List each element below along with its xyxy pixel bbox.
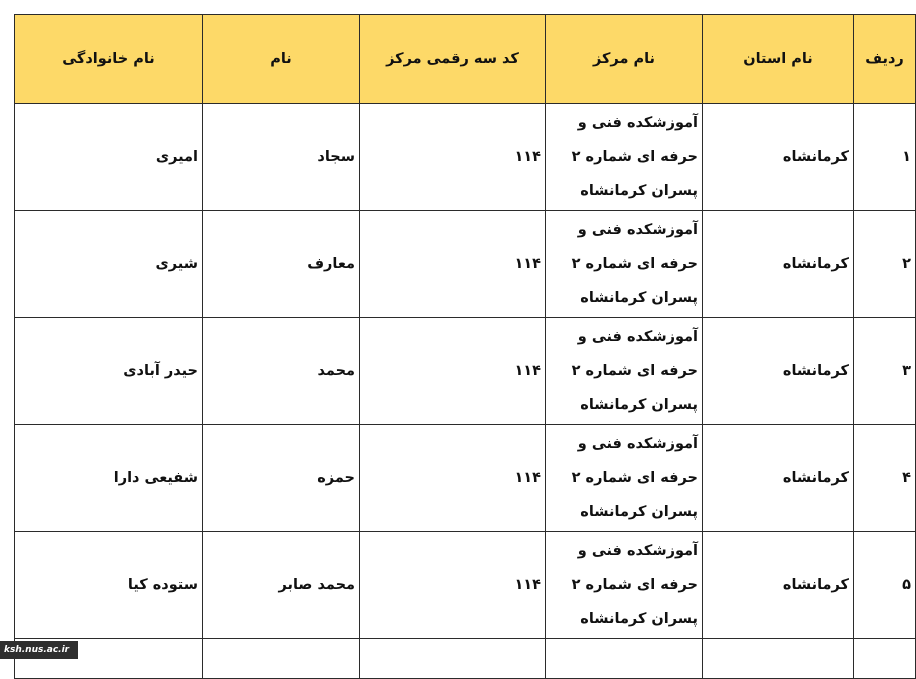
table-row: [15, 425, 916, 532]
cell-first-name: محمد: [203, 318, 360, 425]
cell-first-name: محمد صابر: [203, 532, 360, 639]
cell-center-code: [360, 639, 546, 679]
participants-table: [14, 14, 916, 679]
cell-row-no: ۱: [854, 104, 916, 211]
cell-center-code: ۱۱۴: [360, 318, 546, 425]
cell-last-name: شفیعی دارا: [15, 425, 203, 532]
cell-first-name: حمزه: [203, 425, 360, 532]
table-row: [15, 211, 916, 318]
cell-row-no: ۴: [854, 425, 916, 532]
cell-last-name: حیدر آبادی: [15, 318, 203, 425]
header-center-code: کد سه رقمی مرکز: [360, 15, 546, 104]
cell-last-name: شیری: [15, 211, 203, 318]
table-row-partial: [15, 639, 916, 679]
cell-row-no: ۳: [854, 318, 916, 425]
cell-center-name: آموزشکده فنی و حرفه ای شماره ۲ پسران کرمانشاه: [546, 425, 703, 532]
header-row-no: ردیف: [854, 15, 916, 104]
cell-row-no: ۲: [854, 211, 916, 318]
cell-last-name: امیری: [15, 104, 203, 211]
cell-first-name: معارف: [203, 211, 360, 318]
header-row: [15, 15, 916, 104]
cell-province: کرمانشاه: [703, 532, 854, 639]
cell-center-name: آموزشکده فنی و حرفه ای شماره ۲ پسران کرمانشاه: [546, 104, 703, 211]
table-row: [15, 532, 916, 639]
header-first-name: نام: [203, 15, 360, 104]
cell-first-name: سجاد: [203, 104, 360, 211]
cell-province: [703, 639, 854, 679]
table-row: [15, 104, 916, 211]
cell-center-code: ۱۱۴: [360, 532, 546, 639]
cell-province: کرمانشاه: [703, 425, 854, 532]
cell-first-name: [203, 639, 360, 679]
watermark: ksh.nus.ac.ir: [0, 641, 78, 659]
cell-center-code: ۱۱۴: [360, 211, 546, 318]
cell-province: کرمانشاه: [703, 211, 854, 318]
header-center-name: نام مرکز: [546, 15, 703, 104]
cell-center-name: [546, 639, 703, 679]
table-row: [15, 318, 916, 425]
cell-row-no: [854, 639, 916, 679]
cell-center-code: ۱۱۴: [360, 425, 546, 532]
cell-center-name: آموزشکده فنی و حرفه ای شماره ۲ پسران کرمانشاه: [546, 211, 703, 318]
cell-row-no: ۵: [854, 532, 916, 639]
cell-province: کرمانشاه: [703, 104, 854, 211]
cell-last-name: ستوده کیا: [15, 532, 203, 639]
cell-province: کرمانشاه: [703, 318, 854, 425]
cell-center-name: آموزشکده فنی و حرفه ای شماره ۲ پسران کرمانشاه: [546, 532, 703, 639]
header-last-name: نام خانوادگی: [15, 15, 203, 104]
header-province: نام استان: [703, 15, 854, 104]
cell-center-name: آموزشکده فنی و حرفه ای شماره ۲ پسران کرمانشاه: [546, 318, 703, 425]
cell-center-code: ۱۱۴: [360, 104, 546, 211]
